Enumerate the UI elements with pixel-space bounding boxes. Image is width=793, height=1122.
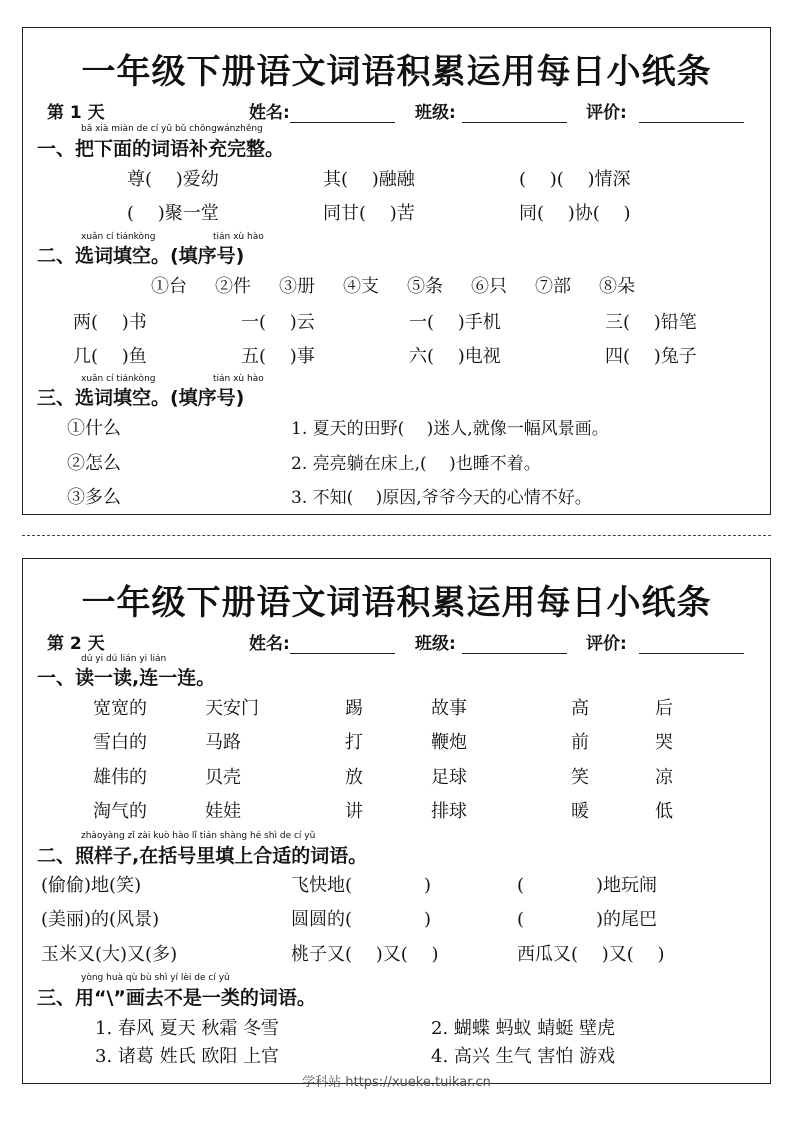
section-pinyin: xuǎn cí tiánkòng bbox=[81, 374, 156, 384]
grade-field[interactable] bbox=[586, 629, 744, 654]
sentence-item[interactable]: 3. 不知( )原因,爷爷今天的心情不好。 bbox=[291, 488, 592, 508]
match-word[interactable]: 放 bbox=[345, 767, 363, 788]
section-heading: 一、读一读,连一连。 bbox=[37, 667, 216, 689]
day-label: 第 1 天 bbox=[47, 103, 105, 123]
fill-item[interactable]: 同( )协( ) bbox=[519, 203, 631, 224]
word-group[interactable]: 4. 高兴 生气 害怕 游戏 bbox=[431, 1046, 616, 1067]
name-field[interactable] bbox=[249, 629, 395, 654]
match-word[interactable]: 贝壳 bbox=[205, 767, 241, 788]
fill-item[interactable]: 五( )事 bbox=[241, 346, 315, 367]
match-word[interactable]: 足球 bbox=[431, 767, 467, 788]
section-heading: 二、选词填空。(填序号) bbox=[37, 245, 245, 267]
choice-item: ①什么 bbox=[67, 418, 121, 439]
section-pinyin: zhàoyàng zǐ zài kuò hào lǐ tián shàng hé shì de cí yǔ bbox=[81, 831, 316, 841]
name-field[interactable] bbox=[249, 98, 395, 123]
fill-item[interactable]: ( )( )情深 bbox=[519, 169, 631, 190]
sheet-title: 一年级下册语文词语积累运用每日小纸条 bbox=[81, 583, 712, 623]
footer-watermark: 学科站 https://xueke.tuikar.cn bbox=[302, 1075, 491, 1090]
name-blank[interactable] bbox=[290, 637, 395, 654]
match-word[interactable]: 马路 bbox=[205, 732, 241, 753]
fill-item[interactable]: 圆圆的( ) bbox=[291, 909, 432, 930]
fill-item[interactable]: 一( )手机 bbox=[409, 312, 501, 333]
word-group[interactable]: 1. 春风 夏天 秋霜 冬雪 bbox=[95, 1018, 280, 1039]
option-item: ⑧朵 bbox=[599, 276, 635, 297]
section-pinyin: tián xù hào bbox=[213, 232, 264, 242]
cut-line bbox=[22, 535, 771, 536]
match-word[interactable]: 排球 bbox=[431, 801, 467, 822]
fill-item[interactable]: 几( )鱼 bbox=[73, 346, 147, 367]
fill-item[interactable]: 桃子又( )又( ) bbox=[291, 944, 439, 965]
fill-item[interactable]: 一( )云 bbox=[241, 312, 315, 333]
class-blank[interactable] bbox=[462, 637, 567, 654]
sheet-title: 一年级下册语文词语积累运用每日小纸条 bbox=[81, 52, 712, 92]
grade-label: 评价: bbox=[586, 103, 627, 123]
name-blank[interactable] bbox=[290, 106, 395, 123]
class-blank[interactable] bbox=[462, 106, 567, 123]
match-word[interactable]: 雄伟的 bbox=[93, 767, 147, 788]
class-label: 班级: bbox=[415, 634, 456, 654]
section-heading: 三、选词填空。(填序号) bbox=[37, 387, 245, 409]
match-word[interactable]: 笑 bbox=[571, 767, 589, 788]
match-word[interactable]: 故事 bbox=[431, 698, 467, 719]
match-word[interactable]: 凉 bbox=[655, 767, 673, 788]
section-pinyin: bǎ xià miàn de cí yǔ bǔ chōngwánzhěng bbox=[81, 124, 263, 134]
grade-blank[interactable] bbox=[639, 637, 744, 654]
section-pinyin: tián xù hào bbox=[213, 374, 264, 384]
match-word[interactable]: 鞭炮 bbox=[431, 732, 467, 753]
fill-item[interactable]: 尊( )爱幼 bbox=[127, 169, 219, 190]
fill-item[interactable]: 飞快地( ) bbox=[291, 875, 432, 896]
sentence-item[interactable]: 1. 夏天的田野( )迷人,就像一幅风景画。 bbox=[291, 419, 609, 439]
fill-item[interactable]: 两( )书 bbox=[73, 312, 147, 333]
option-item: ④支 bbox=[343, 276, 379, 297]
name-label: 姓名: bbox=[249, 103, 290, 123]
match-word[interactable]: 宽宽的 bbox=[93, 698, 147, 719]
match-word[interactable]: 高 bbox=[571, 698, 589, 719]
option-item: ③册 bbox=[279, 276, 315, 297]
grade-label: 评价: bbox=[586, 634, 627, 654]
class-label: 班级: bbox=[415, 103, 456, 123]
class-field[interactable] bbox=[415, 98, 567, 123]
option-item: ⑤条 bbox=[407, 276, 443, 297]
fill-item[interactable]: 其( )融融 bbox=[323, 169, 415, 190]
option-item: ①台 bbox=[151, 276, 187, 297]
fill-item[interactable]: 西瓜又( )又( ) bbox=[517, 944, 665, 965]
word-group[interactable]: 3. 诸葛 姓氏 欧阳 上官 bbox=[95, 1046, 280, 1067]
section-heading: 一、把下面的词语补充完整。 bbox=[37, 138, 285, 160]
example-item: 玉米又(大)又(多) bbox=[41, 944, 178, 965]
match-word[interactable]: 前 bbox=[571, 732, 589, 753]
option-item: ⑥只 bbox=[471, 276, 507, 297]
name-label: 姓名: bbox=[249, 634, 290, 654]
grade-field[interactable] bbox=[586, 98, 744, 123]
section-pinyin: yòng huà qù bù shì yí lèi de cí yǔ bbox=[81, 973, 230, 983]
fill-item[interactable]: ( )聚一堂 bbox=[127, 203, 219, 224]
fill-item[interactable]: 六( )电视 bbox=[409, 346, 501, 367]
fill-item[interactable]: ( )的尾巴 bbox=[517, 909, 658, 930]
example-item: (偷偷)地(笑) bbox=[41, 875, 142, 896]
section-heading: 三、用“\”画去不是一类的词语。 bbox=[37, 987, 316, 1009]
worksheet-day-2 bbox=[22, 558, 771, 1084]
match-word[interactable]: 淘气的 bbox=[93, 801, 147, 822]
fill-item[interactable]: ( )地玩闹 bbox=[517, 875, 658, 896]
section-pinyin: xuǎn cí tiánkòng bbox=[81, 232, 156, 242]
sentence-item[interactable]: 2. 亮亮躺在床上,( )也睡不着。 bbox=[291, 454, 541, 474]
option-item: ②件 bbox=[215, 276, 251, 297]
match-word[interactable]: 讲 bbox=[345, 801, 363, 822]
fill-item[interactable]: 四( )兔子 bbox=[605, 346, 697, 367]
match-word[interactable]: 暖 bbox=[571, 801, 589, 822]
match-word[interactable]: 低 bbox=[655, 801, 673, 822]
match-word[interactable]: 打 bbox=[345, 732, 363, 753]
choice-item: ③多么 bbox=[67, 487, 121, 508]
match-word[interactable]: 娃娃 bbox=[205, 801, 241, 822]
match-word[interactable]: 后 bbox=[655, 698, 673, 719]
match-word[interactable]: 天安门 bbox=[205, 698, 259, 719]
fill-item[interactable]: 同甘( )苦 bbox=[323, 203, 415, 224]
match-word[interactable]: 雪白的 bbox=[93, 732, 147, 753]
class-field[interactable] bbox=[415, 629, 567, 654]
word-group[interactable]: 2. 蝴蝶 蚂蚁 蜻蜓 壁虎 bbox=[431, 1018, 616, 1039]
match-word[interactable]: 踢 bbox=[345, 698, 363, 719]
grade-blank[interactable] bbox=[639, 106, 744, 123]
fill-item[interactable]: 三( )铅笔 bbox=[605, 312, 697, 333]
section-heading: 二、照样子,在括号里填上合适的词语。 bbox=[37, 845, 368, 867]
match-word[interactable]: 哭 bbox=[655, 732, 673, 753]
option-item: ⑦部 bbox=[535, 276, 571, 297]
example-item: (美丽)的(风景) bbox=[41, 909, 160, 930]
worksheet-day-1 bbox=[22, 27, 771, 515]
day-label: 第 2 天 bbox=[47, 634, 105, 654]
section-pinyin: dú yi dú lián yi lián bbox=[81, 654, 167, 664]
choice-item: ②怎么 bbox=[67, 453, 121, 474]
